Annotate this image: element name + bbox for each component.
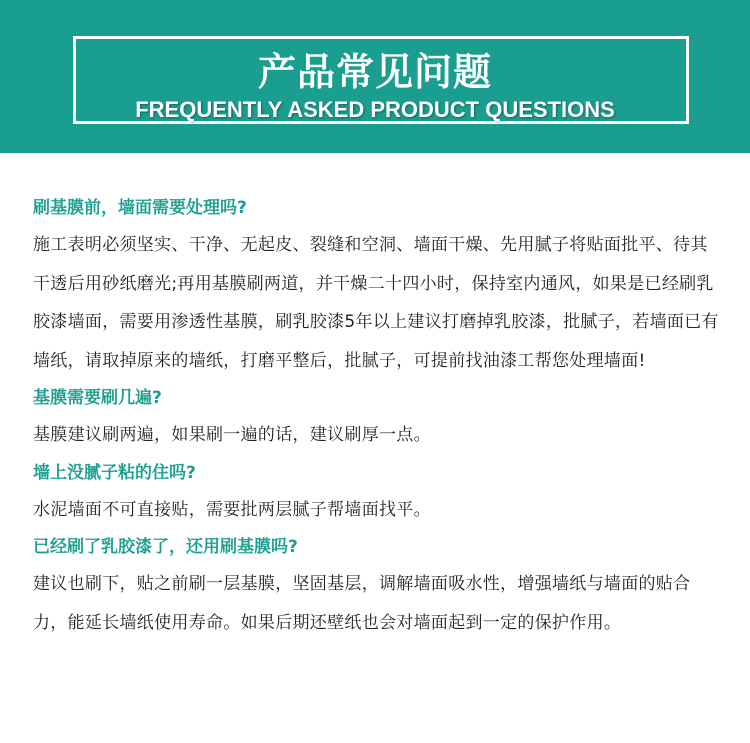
faq-question: 刷基膜前，墙面需要处理吗? — [33, 198, 247, 218]
page-title: 产品常见问题 — [257, 50, 492, 94]
faq-question: 基膜需要刷几遍? — [33, 388, 162, 408]
faq-item — [33, 190, 723, 380]
faq-answer: 基膜建议刷两遍，如果刷一遍的话，建议刷厚一点。 — [33, 425, 431, 445]
faq-item — [33, 455, 723, 530]
faq-answer: 水泥墙面不可直接贴，需要批两层腻子帮墙面找平。 — [33, 499, 431, 520]
header-banner — [0, 0, 750, 153]
faq-question: 已经刷了乳胶漆了，还用刷基膜吗? — [33, 537, 298, 557]
faq-item — [33, 380, 723, 455]
faq-question: 墙上没腻子粘的住吗? — [33, 462, 196, 483]
page-subtitle: FREQUENTLY ASKED PRODUCT QUESTIONS — [135, 97, 615, 122]
faq-answer: 建议也刷下，贴之前刷一层基膜，坚固基层，调解墙面吸水性，增强墙纸与墙面的贴合力，能延长墙纸使用寿命。如果后期还壁纸也会对墙面起到一定的保护作用。 — [33, 574, 691, 633]
faq-item — [33, 529, 723, 642]
faq-list — [33, 190, 723, 642]
faq-answer: 施工表明必须坚实、干净、无起皮、裂缝和空洞、墙面干燥、先用腻子将贴面批平、待其干透后用砂纸磨光;再用基膜刷两道，并干燥二十四小时，保持室内通风，如果是已经刷乳胶漆墙面，需要用渗透性基膜，刷乳胶漆5年以上建议打磨掉乳胶漆，批腻子，若墙面已有墙纸，请取掉原来的墙纸，打磨平整后，批腻子，可提前找油漆工帮您处理墙面! — [33, 235, 719, 371]
